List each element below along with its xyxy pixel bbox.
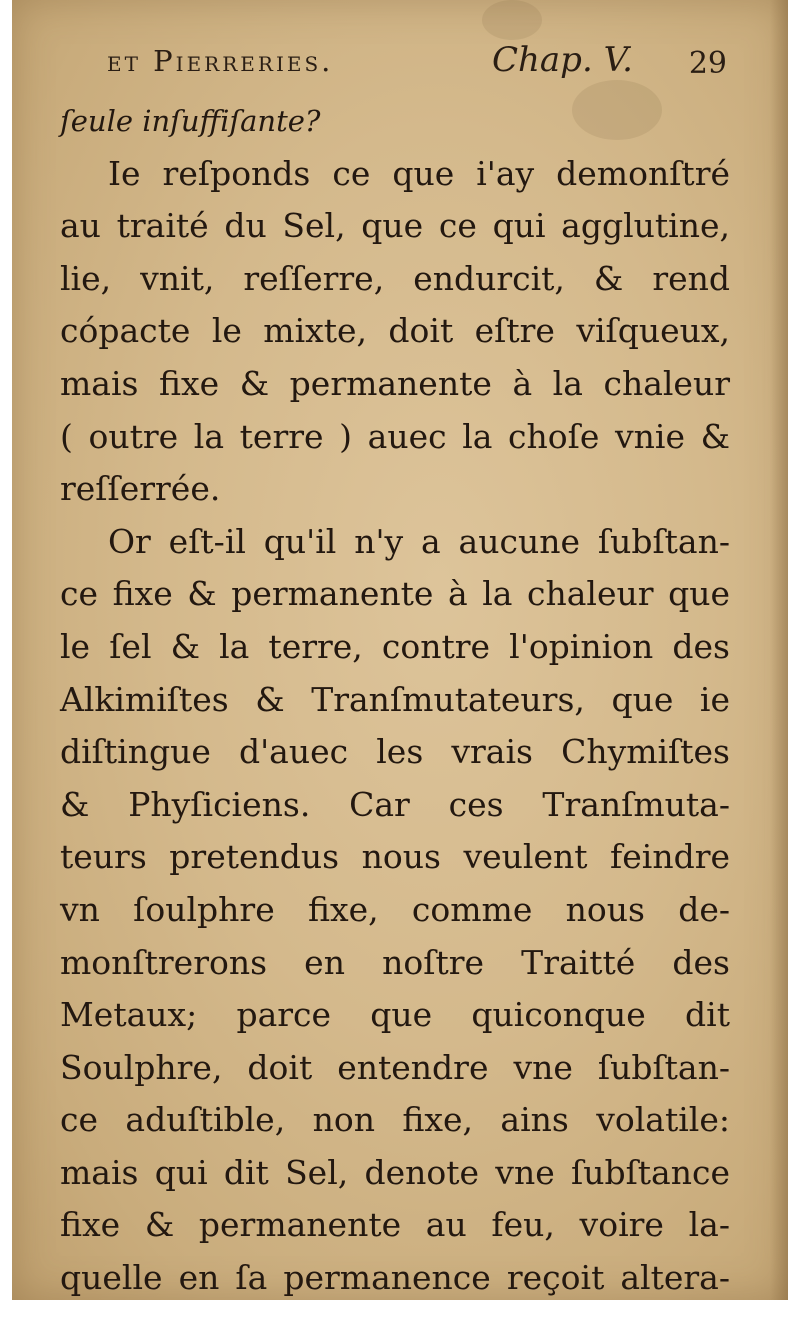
- text-line: au traité du Sel, que ce qui agglutine,: [60, 206, 730, 246]
- text-line: vn ſoulphre fixe, comme nous de-: [60, 889, 730, 929]
- text-line: & Phyſiciens. Car ces Tranſmuta-: [60, 784, 730, 824]
- text-line: mais fixe & permanente à la chaleur: [60, 363, 730, 403]
- text-line: lie, vnit, reſſerre, endurcit, & rend: [60, 258, 730, 298]
- text-line: le ſel & la terre, contre l'opinion des: [60, 626, 730, 666]
- text-line: ce aduſtible, non fixe, ains volatile:: [60, 1100, 730, 1140]
- text-line: ſeule inſuffiſante?: [60, 104, 321, 138]
- text-line: quelle en ſa permanence reçoit altera-: [60, 1258, 730, 1298]
- text-line: cópacte le mixte, doit eſtre viſqueux,: [60, 311, 730, 351]
- text-line: Ie reſponds ce que i'ay demonſtré: [108, 153, 730, 193]
- text-line: Soulphre, doit entendre vne ſubſtan-: [60, 1047, 730, 1087]
- text-line: Or eſt-il qu'il n'y a aucune ſubſtan-: [108, 521, 730, 561]
- page-edge-shadow: [770, 0, 788, 1300]
- text-line: reſſerrée.: [60, 469, 221, 509]
- page-body: [60, 95, 730, 1305]
- text-line: fixe & permanente au feu, voire la-: [60, 1205, 730, 1245]
- book-page: [12, 0, 788, 1300]
- text-line: mais qui dit Sel, denote vne ſubſtance: [60, 1152, 730, 1192]
- paper-stain: [482, 0, 542, 40]
- text-line: Metaux; parce que quiconque dit: [60, 995, 730, 1035]
- text-line: diſtingue d'auec les vrais Chymiſtes: [60, 732, 730, 772]
- text-line: monſtrerons en noſtre Traitté des: [60, 942, 730, 982]
- page-number: 29: [688, 46, 727, 81]
- running-head: [107, 38, 727, 88]
- running-head-chapter: Chap. V.: [492, 40, 633, 80]
- text-line: teurs pretendus nous veulent feindre: [60, 837, 730, 877]
- text-line: ( outre la terre ) auec la choſe vnie &: [60, 416, 730, 456]
- text-line: Alkimiſtes & Tranſmutateurs, que ie: [60, 679, 730, 719]
- text-line: ce fixe & permanente à la chaleur que: [60, 574, 730, 614]
- running-head-title: et Pierreries.: [107, 44, 334, 78]
